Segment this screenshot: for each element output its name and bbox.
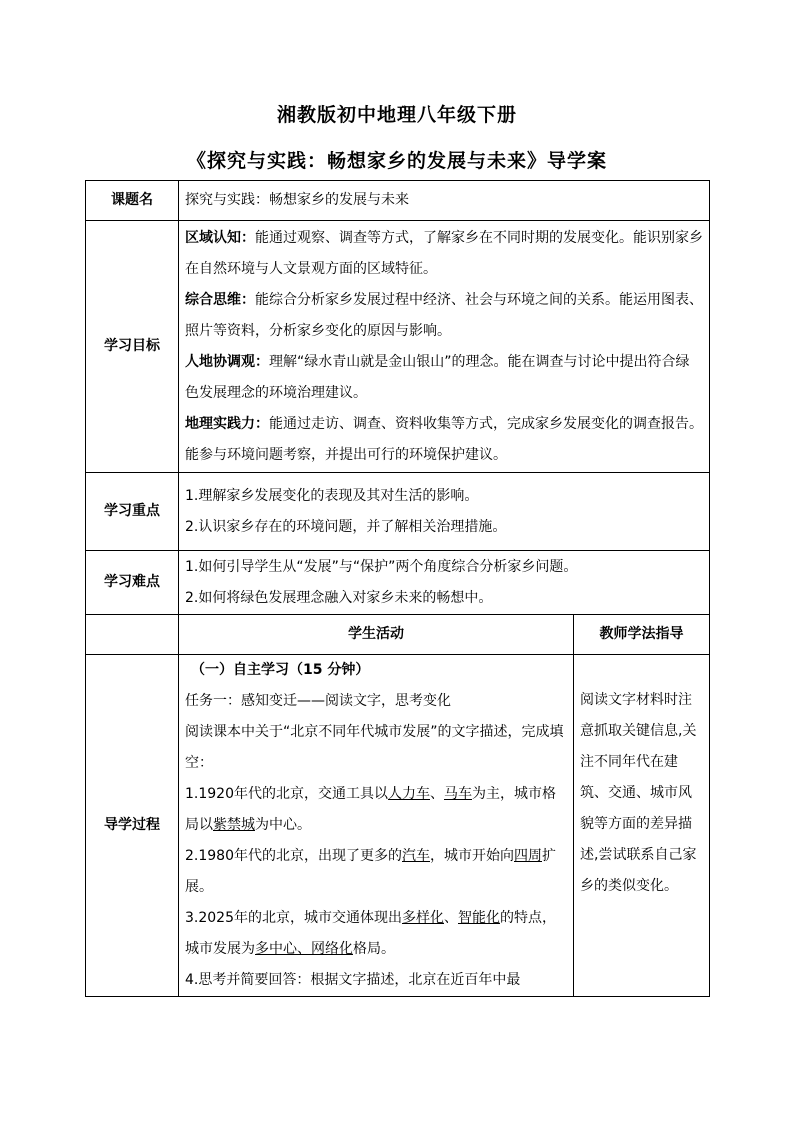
goal-head: 综合思维： — [185, 292, 255, 308]
goal-text: 能综合分析家乡发展过程中经济、社会与环境之间的关系。能运用图表、照片等资料，分析家乡变化的原因与影响。 — [185, 292, 703, 339]
task1-desc: 阅读课本中关于“北京不同年代城市发展”的文字描述，完成填空： — [185, 724, 564, 771]
key-point: 2.认识家乡存在的环境问题，并了解相关治理措施。 — [185, 518, 507, 535]
answer-blank: 汽车 — [402, 848, 430, 864]
goal-head: 地理实践力： — [185, 416, 269, 432]
doc-title-line1: 湘教版初中地理八年级下册 — [276, 104, 517, 126]
goal-item — [185, 409, 703, 471]
goal-item — [185, 347, 703, 409]
answer-blank: 人力车 — [388, 786, 430, 802]
diff-point: 2.如何将绿色发展理念融入对家乡未来的畅想中。 — [185, 589, 493, 606]
diff-point: 1.如何引导学生从“发展”与“保护”两个角度综合分析家乡问题。 — [185, 558, 578, 575]
task1-title: 任务一：感知变迁——阅读文字，思考变化 — [185, 693, 451, 709]
answer-blank: 四周 — [514, 848, 542, 864]
answer-blank: 多样化 — [402, 910, 444, 926]
question-4: 4.思考并简要回答：根据文字描述，北京在近百年中最 — [185, 972, 521, 988]
answer-blank: 紫禁城 — [213, 817, 255, 833]
goal-item — [185, 285, 703, 347]
process-label: 导学过程 — [86, 655, 179, 997]
goal-item — [185, 223, 703, 285]
student-activity-cell — [179, 655, 574, 997]
key-label: 学习重点 — [86, 473, 179, 551]
goal-text: 能通过观察、调查等方式，了解家乡在不同时期的发展变化。能识别家乡在自然环境与人文景观方面的区域特征。 — [185, 230, 703, 277]
answer-blank: 马车 — [444, 786, 472, 802]
goal-text: 能通过走访、调查、资料收集等方式，完成家乡发展变化的调查报告。能参与环境问题考察，并提出可行的环境保护建议。 — [185, 416, 703, 463]
topic-label: 课题名 — [86, 181, 179, 221]
question-3: 3.2025年的北京，城市交通体现出多样化、智能化的特点，城市发展为多中心、网络化格局。 — [185, 910, 556, 957]
goals-label: 学习目标 — [86, 221, 179, 473]
guide-table — [85, 180, 710, 997]
teacher-tip-cell: 阅读文字材料时注意抓取关键信息,关注不同年代在建筑、交通、城市风貌等方面的差异描述,尝试联系自己家乡的类似变化。 — [574, 655, 710, 997]
question-2: 2.1980年代的北京，出现了更多的汽车，城市开始向四周扩展。 — [185, 848, 556, 895]
answer-blank: 多中心、网络化 — [255, 941, 353, 957]
section-title: （一）自主学习（15 分钟） — [191, 662, 370, 678]
diff-cell — [179, 551, 710, 615]
answer-blank: 智能化 — [458, 910, 500, 926]
goals-cell — [179, 221, 710, 473]
empty-header-cell — [86, 615, 179, 655]
goal-head: 人地协调观： — [185, 354, 269, 370]
key-point: 1.理解家乡发展变化的表现及其对生活的影响。 — [185, 487, 479, 504]
col-student-header: 学生活动 — [179, 615, 574, 655]
col-teacher-header: 教师学法指导 — [574, 615, 710, 655]
doc-title-line2: 《探究与实践：畅想家乡的发展与未来》导学案 — [186, 150, 607, 172]
goal-text: 理解“绿水青山就是金山银山”的理念。能在调查与讨论中提出符合绿色发展理念的环境治理建议。 — [185, 354, 690, 401]
key-cell — [179, 473, 710, 551]
diff-label: 学习难点 — [86, 551, 179, 615]
question-1: 1.1920年代的北京，交通工具以人力车、马车为主，城市格局以紫禁城为中心。 — [185, 786, 556, 833]
goal-head: 区域认知： — [185, 230, 255, 246]
topic-value: 探究与实践：畅想家乡的发展与未来 — [179, 181, 710, 221]
